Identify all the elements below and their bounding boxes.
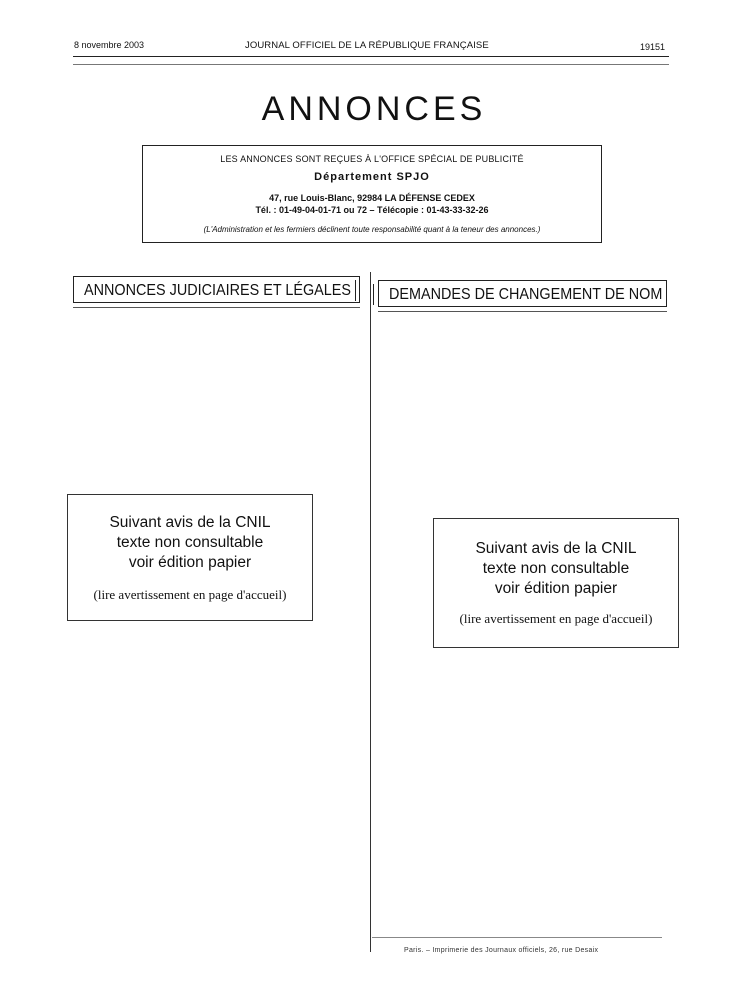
heading-bar [355, 280, 356, 301]
cnil-line: Suivant avis de la CNIL [109, 514, 271, 531]
right-section-heading-text: DEMANDES DE CHANGEMENT DE NOM [389, 286, 663, 303]
cnil-note: (lire avertissement en page d'accueil) [93, 587, 287, 602]
left-section-heading [73, 276, 360, 303]
right-heading-underline [378, 311, 667, 312]
column-divider [370, 272, 371, 952]
page-title: ANNONCES [261, 90, 487, 128]
header-date: 8 novembre 2003 [74, 40, 145, 50]
printer-credit: Paris. – Imprimerie des Journaux officiels, 26, rue Desaix [404, 947, 599, 954]
cnil-line: voir édition papier [128, 554, 252, 571]
header-rule [73, 56, 669, 57]
left-cnil-notice [67, 494, 313, 621]
cnil-note: (lire avertissement en page d'accueil) [459, 611, 653, 626]
journal-title: JOURNAL OFFICIEL DE LA RÉPUBLIQUE FRANÇAISE [245, 40, 489, 51]
info-intro: LES ANNONCES SONT REÇUES À L'OFFICE SPÉCIAL DE PUBLICITÉ [220, 154, 524, 164]
heading-bar [373, 284, 374, 305]
info-department: Département SPJO [314, 171, 430, 183]
info-address: 47, rue Louis-Blanc, 92984 LA DÉFENSE CEDEX [269, 193, 475, 203]
cnil-line: Suivant avis de la CNIL [475, 540, 637, 557]
right-section-heading [378, 280, 667, 307]
right-cnil-notice [433, 518, 679, 648]
info-phone: Tél. : 01-49-04-01-71 ou 72 – Télécopie : 01-43-33-32-26 [255, 205, 489, 215]
left-heading-underline [73, 307, 360, 308]
info-disclaimer: (L'Administration et les fermiers déclinent toute responsabilité quant à la teneur des annonces.) [203, 225, 541, 234]
page-number: 19151 [640, 42, 666, 52]
cnil-line: voir édition papier [494, 580, 618, 597]
cnil-line: texte non consultable [482, 560, 630, 577]
header-rule-secondary [73, 64, 669, 65]
publicity-office-box [142, 145, 602, 243]
footer-rule [372, 937, 662, 938]
cnil-line: texte non consultable [116, 534, 264, 551]
left-section-heading-text: ANNONCES JUDICIAIRES ET LÉGALES [84, 282, 352, 299]
